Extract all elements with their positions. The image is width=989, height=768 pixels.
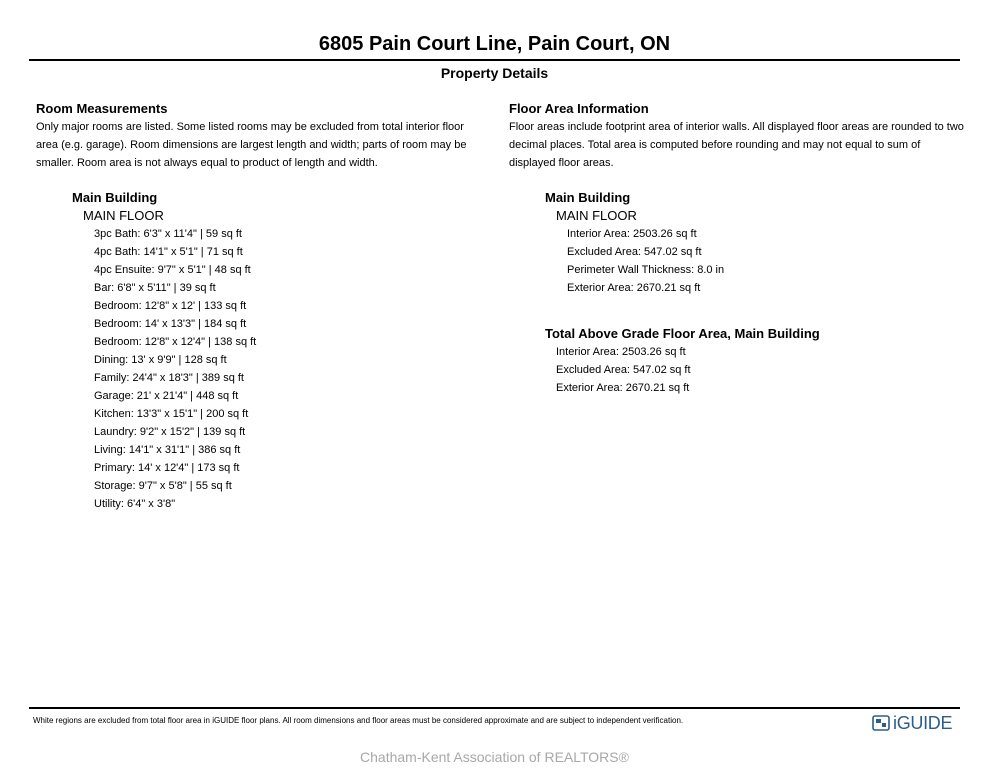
page-title: 6805 Pain Court Line, Pain Court, ON xyxy=(318,33,671,55)
room-measurements-heading: Room Measurements xyxy=(36,101,168,116)
room-measurements-description: Only major rooms are listed. Some listed rooms may be excluded from total interior floor area (e.g. garage). Room dimensions are largest length and width; parts of room may be smaller. Room area is not always equal to product of length and width. xyxy=(36,121,467,169)
room-item: Laundry: 9'2" x 15'2" | 139 sq ft xyxy=(94,426,246,438)
floor-area-item: Interior Area: 2503.26 sq ft xyxy=(567,228,697,240)
room-floor-name: MAIN FLOOR xyxy=(83,208,164,223)
total-area-list xyxy=(545,343,964,397)
total-area-item: Interior Area: 2503.26 sq ft xyxy=(556,346,686,358)
iguide-logo-icon xyxy=(872,715,890,731)
floor-area-item: Perimeter Wall Thickness: 8.0 in xyxy=(567,264,725,276)
room-item: Primary: 14' x 12'4" | 173 sq ft xyxy=(94,462,240,474)
floor-area-item: Excluded Area: 547.02 sq ft xyxy=(567,246,702,258)
total-area-block xyxy=(509,325,964,397)
page-subtitle: Property Details xyxy=(440,65,549,81)
floor-area-building-title: Main Building xyxy=(545,190,631,205)
room-item: Family: 24'4" x 18'3" | 389 sq ft xyxy=(94,372,244,384)
room-item: 3pc Bath: 6'3" x 11'4" | 59 sq ft xyxy=(94,228,242,240)
room-item: Garage: 21' x 21'4" | 448 sq ft xyxy=(94,390,239,402)
floor-area-heading: Floor Area Information xyxy=(509,101,649,116)
room-building-block xyxy=(36,189,486,513)
room-item: Bedroom: 12'8" x 12' | 133 sq ft xyxy=(94,300,247,312)
header-divider xyxy=(29,59,960,61)
room-measurements-section xyxy=(36,100,486,513)
total-area-heading: Total Above Grade Floor Area, Main Building xyxy=(545,326,820,341)
room-item: Kitchen: 13'3" x 15'1" | 200 sq ft xyxy=(94,408,249,420)
room-item: 4pc Ensuite: 9'7" x 5'1" | 48 sq ft xyxy=(94,264,251,276)
association-credit: Chatham-Kent Association of REALTORS® xyxy=(360,749,629,765)
room-item: Bedroom: 14' x 13'3" | 184 sq ft xyxy=(94,318,247,330)
floor-area-floor-name: MAIN FLOOR xyxy=(556,208,637,223)
floor-area-item: Exterior Area: 2670.21 sq ft xyxy=(567,282,701,294)
room-list xyxy=(72,225,486,513)
room-item: Dining: 13' x 9'9" | 128 sq ft xyxy=(94,354,227,366)
room-building-title: Main Building xyxy=(72,190,158,205)
room-item: Bedroom: 12'8" x 12'4" | 138 sq ft xyxy=(94,336,257,348)
iguide-logo-text: iGUIDE xyxy=(893,713,953,733)
total-area-item: Exterior Area: 2670.21 sq ft xyxy=(556,382,690,394)
room-item: Storage: 9'7" x 5'8" | 55 sq ft xyxy=(94,480,232,492)
floor-area-section xyxy=(509,100,964,397)
footer-disclaimer: White regions are excluded from total floor area in iGUIDE floor plans. All room dimensions and floor areas must be considered approximate and are subject to independent verification. xyxy=(33,716,684,725)
iguide-logo xyxy=(872,713,952,733)
room-item: 4pc Bath: 14'1" x 5'1" | 71 sq ft xyxy=(94,246,243,258)
floor-area-building-block xyxy=(509,189,964,297)
room-item: Bar: 6'8" x 5'11" | 39 sq ft xyxy=(94,282,216,294)
room-item: Living: 14'1" x 31'1" | 386 sq ft xyxy=(94,444,241,456)
room-item: Utility: 6'4" x 3'8" xyxy=(94,498,176,510)
floor-area-description: Floor areas include footprint area of interior walls. All displayed floor areas are rounded to two decimal places. Total area is computed before rounding and may not equal to sum of displayed floor areas. xyxy=(509,121,964,169)
total-area-item: Excluded Area: 547.02 sq ft xyxy=(556,364,691,376)
footer-divider xyxy=(29,707,960,709)
floor-area-list xyxy=(545,225,964,297)
